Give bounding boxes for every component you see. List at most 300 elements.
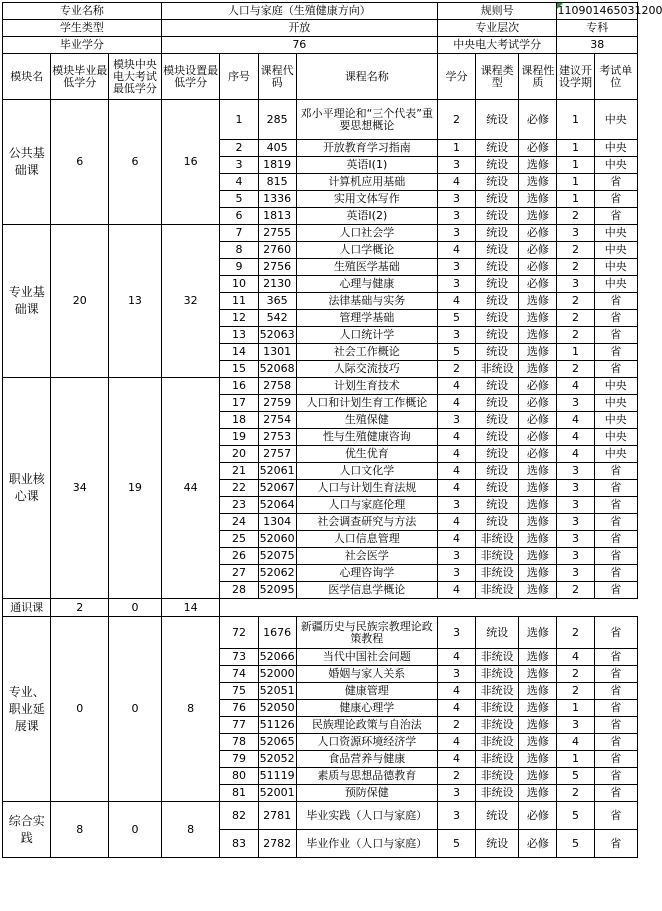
course-unit: 省 (594, 802, 637, 830)
course-name: 毕业实践（人口与家庭） (296, 802, 437, 830)
course-credit: 4 (437, 531, 475, 548)
course-code: 51126 (258, 717, 296, 734)
course-name: 人口与家庭伦理 (296, 497, 437, 514)
course-type: 非统设 (476, 361, 519, 378)
course-credit: 4 (437, 429, 475, 446)
course-code: 52065 (258, 734, 296, 751)
course-no: 13 (220, 327, 258, 344)
course-no: 21 (220, 463, 258, 480)
module-min-credits: 6 (51, 100, 109, 225)
course-type: 统设 (476, 310, 519, 327)
course-credit: 3 (437, 497, 475, 514)
course-type: 统设 (476, 802, 519, 830)
course-no: 7 (220, 225, 258, 242)
course-no: 4 (220, 174, 258, 191)
course-credit: 3 (437, 276, 475, 293)
module-set-min: 32 (161, 225, 220, 378)
module-min-credits: 2 (51, 599, 109, 617)
course-nature: 必修 (519, 802, 557, 830)
course-term: 4 (557, 412, 594, 429)
course-type: 统设 (476, 100, 519, 140)
course-type: 非统设 (476, 751, 519, 768)
course-term: 3 (557, 497, 594, 514)
course-term: 1 (557, 140, 594, 157)
course-credit: 4 (437, 378, 475, 395)
course-term: 1 (557, 191, 594, 208)
course-nature: 选修 (519, 361, 557, 378)
course-name: 生殖保健 (296, 412, 437, 429)
level-value: 专科 (557, 20, 638, 37)
course-unit: 省 (594, 191, 637, 208)
course-nature: 必修 (519, 446, 557, 463)
course-term: 1 (557, 157, 594, 174)
course-term: 4 (557, 429, 594, 446)
course-credit: 4 (437, 480, 475, 497)
course-no: 10 (220, 276, 258, 293)
course-no: 12 (220, 310, 258, 327)
course-code: 2754 (258, 412, 296, 429)
course-term: 2 (557, 361, 594, 378)
course-code: 285 (258, 100, 296, 140)
module-central-min: 0 (109, 802, 162, 858)
course-name: 性与生殖健康咨询 (296, 429, 437, 446)
col-header-type: 课程类型 (476, 54, 519, 100)
course-type: 非统设 (476, 531, 519, 548)
course-nature: 选修 (519, 531, 557, 548)
module-central-min: 0 (109, 599, 162, 617)
course-code: 2782 (258, 830, 296, 858)
course-nature: 必修 (519, 225, 557, 242)
course-code: 405 (258, 140, 296, 157)
course-type: 非统设 (476, 717, 519, 734)
course-credit: 3 (437, 327, 475, 344)
course-code: 52000 (258, 666, 296, 683)
course-term: 2 (557, 293, 594, 310)
course-code: 2757 (258, 446, 296, 463)
course-term: 4 (557, 446, 594, 463)
course-term: 3 (557, 225, 594, 242)
course-code: 52060 (258, 531, 296, 548)
table-row (3, 378, 638, 395)
course-term: 3 (557, 717, 594, 734)
course-no: 18 (220, 412, 258, 429)
course-nature: 选修 (519, 310, 557, 327)
module-min-credits: 34 (51, 378, 109, 599)
module-min-credits: 0 (51, 617, 109, 802)
module-central-min: 19 (109, 378, 162, 599)
course-code: 52064 (258, 497, 296, 514)
course-unit: 中央 (594, 446, 637, 463)
course-nature: 选修 (519, 157, 557, 174)
table-row (3, 100, 638, 140)
course-term: 2 (557, 242, 594, 259)
course-term: 3 (557, 480, 594, 497)
course-credit: 3 (437, 617, 475, 649)
module-central-min: 6 (109, 100, 162, 225)
rule-label: 规则号 (437, 3, 557, 20)
course-credit: 3 (437, 157, 475, 174)
course-name: 实用文体写作 (296, 191, 437, 208)
grad-credits-value: 76 (161, 37, 437, 54)
course-unit: 省 (594, 293, 637, 310)
course-unit: 省 (594, 683, 637, 700)
course-nature: 必修 (519, 412, 557, 429)
course-unit: 省 (594, 310, 637, 327)
table-row (3, 802, 638, 830)
course-nature: 选修 (519, 497, 557, 514)
course-type: 统设 (476, 463, 519, 480)
table-row (3, 617, 638, 649)
course-no: 80 (220, 768, 258, 785)
course-term: 1 (557, 700, 594, 717)
course-type: 统设 (476, 174, 519, 191)
course-name: 民族理论政策与自治法 (296, 717, 437, 734)
course-type: 统设 (476, 259, 519, 276)
course-code: 1304 (258, 514, 296, 531)
course-name: 人口与计划生育法规 (296, 480, 437, 497)
course-credit: 4 (437, 734, 475, 751)
module-name: 专业、职业延展课 (3, 617, 51, 802)
course-code: 2758 (258, 378, 296, 395)
course-nature: 选修 (519, 565, 557, 582)
course-name: 优生优育 (296, 446, 437, 463)
course-term: 5 (557, 768, 594, 785)
course-type: 统设 (476, 191, 519, 208)
course-credit: 2 (437, 717, 475, 734)
course-name: 素质与思想品德教育 (296, 768, 437, 785)
course-term: 3 (557, 514, 594, 531)
course-term: 2 (557, 208, 594, 225)
course-unit: 中央 (594, 429, 637, 446)
course-term: 2 (557, 310, 594, 327)
course-name: 社会医学 (296, 548, 437, 565)
course-no: 6 (220, 208, 258, 225)
course-credit: 3 (437, 802, 475, 830)
course-unit: 省 (594, 666, 637, 683)
course-no: 22 (220, 480, 258, 497)
course-no: 81 (220, 785, 258, 802)
course-name: 管理学基础 (296, 310, 437, 327)
course-nature: 选修 (519, 649, 557, 666)
module-min-credits: 8 (51, 802, 109, 858)
course-nature: 选修 (519, 208, 557, 225)
course-no: 19 (220, 429, 258, 446)
course-name: 人际交流技巧 (296, 361, 437, 378)
course-unit: 省 (594, 361, 637, 378)
course-code: 1336 (258, 191, 296, 208)
course-term: 3 (557, 463, 594, 480)
col-header-module: 模块名 (3, 54, 51, 100)
course-credit: 3 (437, 208, 475, 225)
col-header-term: 建议开设学期 (557, 54, 594, 100)
course-unit: 省 (594, 531, 637, 548)
course-nature: 选修 (519, 785, 557, 802)
col-header-min-credits: 模块毕业最低学分 (51, 54, 109, 100)
exam-credits-value: 38 (557, 37, 638, 54)
course-unit: 省 (594, 565, 637, 582)
course-name: 法律基础与实务 (296, 293, 437, 310)
course-unit: 省 (594, 548, 637, 565)
module-set-min: 8 (161, 802, 220, 858)
col-header-no: 序号 (220, 54, 258, 100)
course-nature: 必修 (519, 378, 557, 395)
course-term: 2 (557, 683, 594, 700)
module-set-min: 44 (161, 378, 220, 599)
course-name: 邓小平理论和“三个代表”重要思想概论 (296, 100, 437, 140)
course-nature: 选修 (519, 683, 557, 700)
course-credit: 4 (437, 395, 475, 412)
course-no: 78 (220, 734, 258, 751)
course-code: 52062 (258, 565, 296, 582)
course-name: 医学信息学概论 (296, 582, 437, 599)
course-name: 食品营养与健康 (296, 751, 437, 768)
course-unit: 中央 (594, 276, 637, 293)
course-type: 统设 (476, 429, 519, 446)
student-type-value: 开放 (161, 20, 437, 37)
course-term: 1 (557, 100, 594, 140)
course-type: 统设 (476, 344, 519, 361)
course-name: 人口文化学 (296, 463, 437, 480)
module-central-min: 13 (109, 225, 162, 378)
course-unit: 中央 (594, 100, 637, 140)
course-type: 统设 (476, 327, 519, 344)
course-name: 人口学概论 (296, 242, 437, 259)
course-unit: 中央 (594, 140, 637, 157)
course-nature: 选修 (519, 480, 557, 497)
course-nature: 选修 (519, 293, 557, 310)
course-type: 统设 (476, 293, 519, 310)
course-name: 健康心理学 (296, 700, 437, 717)
course-term: 3 (557, 548, 594, 565)
course-nature: 选修 (519, 717, 557, 734)
course-unit: 中央 (594, 395, 637, 412)
course-name: 婚姻与家人关系 (296, 666, 437, 683)
course-code: 52051 (258, 683, 296, 700)
course-name: 心理咨询学 (296, 565, 437, 582)
course-name: 人口和计划生育工作概论 (296, 395, 437, 412)
course-code: 51119 (258, 768, 296, 785)
course-term: 3 (557, 531, 594, 548)
course-credit: 3 (437, 666, 475, 683)
major-label: 专业名称 (3, 3, 162, 20)
course-term: 1 (557, 751, 594, 768)
course-no: 73 (220, 649, 258, 666)
course-type: 非统设 (476, 785, 519, 802)
course-nature: 必修 (519, 100, 557, 140)
course-name: 人口社会学 (296, 225, 437, 242)
course-unit: 省 (594, 514, 637, 531)
course-type: 统设 (476, 276, 519, 293)
course-nature: 选修 (519, 666, 557, 683)
module-central-min: 0 (109, 617, 162, 802)
course-name: 新疆历史与民族宗教理论政策教程 (296, 617, 437, 649)
course-nature: 选修 (519, 174, 557, 191)
course-type: 统设 (476, 446, 519, 463)
course-no: 9 (220, 259, 258, 276)
course-term: 4 (557, 378, 594, 395)
course-code: 1301 (258, 344, 296, 361)
course-name: 人口资源环境经济学 (296, 734, 437, 751)
grad-credits-label: 毕业学分 (3, 37, 162, 54)
course-unit: 省 (594, 751, 637, 768)
course-credit: 4 (437, 700, 475, 717)
course-type: 统设 (476, 514, 519, 531)
course-unit: 省 (594, 785, 637, 802)
course-credit: 2 (437, 361, 475, 378)
course-unit: 省 (594, 174, 637, 191)
course-nature: 选修 (519, 734, 557, 751)
course-credit: 5 (437, 344, 475, 361)
level-label: 专业层次 (437, 20, 557, 37)
course-unit: 省 (594, 617, 637, 649)
course-code: 1819 (258, 157, 296, 174)
course-unit: 省 (594, 480, 637, 497)
empty-course-area (220, 599, 638, 617)
course-code: 2755 (258, 225, 296, 242)
course-term: 5 (557, 802, 594, 830)
course-name: 英语Ⅰ(2) (296, 208, 437, 225)
course-code: 52095 (258, 582, 296, 599)
course-no: 8 (220, 242, 258, 259)
course-credit: 3 (437, 412, 475, 429)
course-credit: 4 (437, 514, 475, 531)
course-credit: 4 (437, 463, 475, 480)
course-no: 28 (220, 582, 258, 599)
course-no: 26 (220, 548, 258, 565)
course-code: 2753 (258, 429, 296, 446)
col-header-central-min: 模块中央电大考试最低学分 (109, 54, 162, 100)
course-credit: 4 (437, 293, 475, 310)
course-credit: 3 (437, 259, 475, 276)
course-term: 2 (557, 785, 594, 802)
course-no: 75 (220, 683, 258, 700)
course-no: 23 (220, 497, 258, 514)
course-type: 统设 (476, 225, 519, 242)
course-type: 非统设 (476, 548, 519, 565)
col-header-name: 课程名称 (296, 54, 437, 100)
course-nature: 选修 (519, 463, 557, 480)
course-type: 非统设 (476, 649, 519, 666)
course-nature: 选修 (519, 327, 557, 344)
course-name: 社会调查研究与方法 (296, 514, 437, 531)
course-type: 非统设 (476, 734, 519, 751)
course-term: 3 (557, 276, 594, 293)
course-unit: 省 (594, 582, 637, 599)
course-nature: 选修 (519, 617, 557, 649)
course-name: 社会工作概论 (296, 344, 437, 361)
exam-credits-label: 中央电大考试学分 (437, 37, 557, 54)
module-name: 综合实践 (3, 802, 51, 858)
course-nature: 选修 (519, 582, 557, 599)
course-no: 5 (220, 191, 258, 208)
course-unit: 省 (594, 463, 637, 480)
course-nature: 选修 (519, 344, 557, 361)
course-no: 72 (220, 617, 258, 649)
course-nature: 必修 (519, 276, 557, 293)
course-term: 2 (557, 259, 594, 276)
course-credit: 3 (437, 785, 475, 802)
course-type: 统设 (476, 480, 519, 497)
course-credit: 1 (437, 140, 475, 157)
course-code: 52075 (258, 548, 296, 565)
course-type: 非统设 (476, 700, 519, 717)
module-row (3, 599, 638, 617)
course-term: 3 (557, 395, 594, 412)
course-code: 2759 (258, 395, 296, 412)
col-header-nature: 课程性质 (519, 54, 557, 100)
course-credit: 5 (437, 830, 475, 858)
course-code: 52001 (258, 785, 296, 802)
col-header-unit: 考试单位 (594, 54, 637, 100)
course-credit: 3 (437, 191, 475, 208)
course-type: 非统设 (476, 565, 519, 582)
course-type: 统设 (476, 140, 519, 157)
course-code: 2781 (258, 802, 296, 830)
course-no: 83 (220, 830, 258, 858)
course-type: 统设 (476, 395, 519, 412)
course-code: 52050 (258, 700, 296, 717)
course-type: 统设 (476, 157, 519, 174)
course-unit: 省 (594, 327, 637, 344)
course-nature: 选修 (519, 191, 557, 208)
course-unit: 中央 (594, 242, 637, 259)
course-code: 1813 (258, 208, 296, 225)
course-nature: 选修 (519, 514, 557, 531)
course-nature: 选修 (519, 768, 557, 785)
student-type-label: 学生类型 (3, 20, 162, 37)
module-min-credits: 20 (51, 225, 109, 378)
table-row (3, 225, 638, 242)
module-set-min: 16 (161, 100, 220, 225)
course-term: 4 (557, 649, 594, 666)
course-code: 365 (258, 293, 296, 310)
module-name: 专业基础课 (3, 225, 51, 378)
course-name: 预防保健 (296, 785, 437, 802)
course-type: 统设 (476, 617, 519, 649)
course-unit: 省 (594, 208, 637, 225)
course-nature: 必修 (519, 259, 557, 276)
major-value: 人口与家庭（生殖健康方向） (161, 3, 437, 20)
course-nature: 选修 (519, 751, 557, 768)
course-nature: 选修 (519, 548, 557, 565)
course-unit: 中央 (594, 157, 637, 174)
module-name: 通识课 (3, 599, 51, 617)
course-type: 统设 (476, 497, 519, 514)
course-type: 统设 (476, 378, 519, 395)
course-unit: 省 (594, 344, 637, 361)
course-no: 77 (220, 717, 258, 734)
course-code: 815 (258, 174, 296, 191)
course-no: 2 (220, 140, 258, 157)
course-no: 20 (220, 446, 258, 463)
course-no: 14 (220, 344, 258, 361)
course-credit: 4 (437, 242, 475, 259)
course-term: 1 (557, 344, 594, 361)
course-type: 非统设 (476, 582, 519, 599)
course-credit: 3 (437, 225, 475, 242)
course-code: 2760 (258, 242, 296, 259)
course-no: 74 (220, 666, 258, 683)
course-credit: 4 (437, 582, 475, 599)
course-nature: 必修 (519, 242, 557, 259)
course-unit: 省 (594, 497, 637, 514)
course-no: 79 (220, 751, 258, 768)
course-term: 2 (557, 666, 594, 683)
course-term: 1 (557, 174, 594, 191)
rule-value: 110901465031200 (557, 3, 638, 20)
course-term: 4 (557, 734, 594, 751)
col-header-code: 课程代码 (258, 54, 296, 100)
